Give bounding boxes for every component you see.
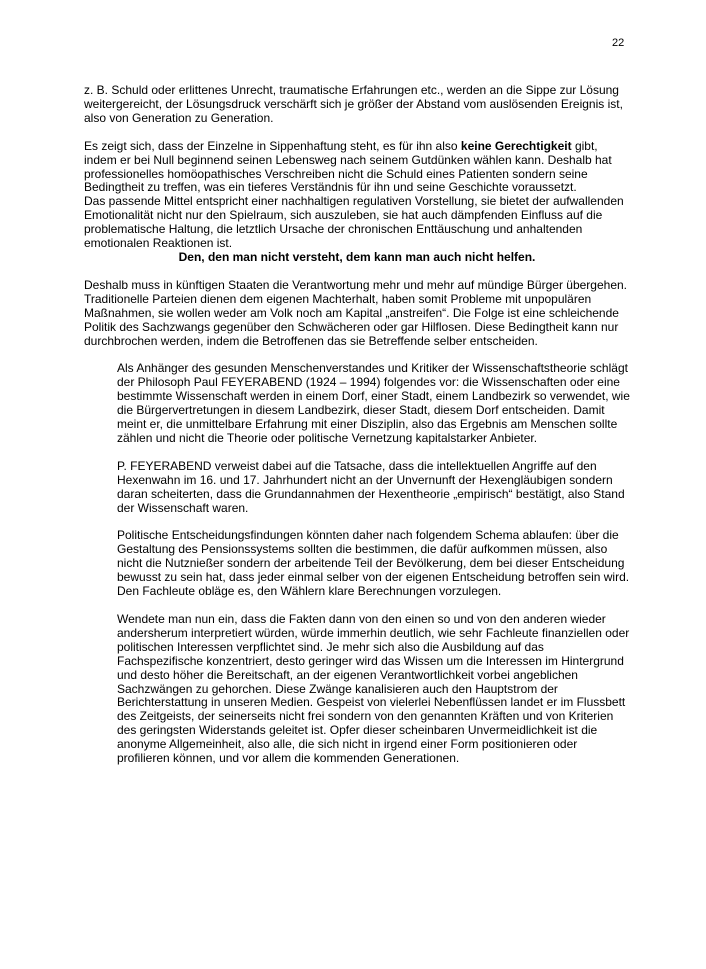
paragraph-4: Deshalb muss in künftigen Staaten die Verantwortung mehr und mehr auf mündige Bürger übergehen. Traditionelle Parteien dienen dem eigenen Machterhalt, haben somit Probleme mit unpopulären Maßnahmen, sie wollen weder am Volk noch am Kapital „anstreifen“. Die Folge ist eine schleichende Politik des Sachzwangs gegenüber den Schwächeren oder gar Hilflosen. Diese Bedingtheit kann nur durchbrochen werden, indem die Betroffenen das sie Betreffende selber entscheiden.: [84, 277, 627, 348]
paragraph-2-bold: keine Gerechtigkeit: [460, 138, 572, 153]
paragraph-2-part-b: gibt, indem er bei Null beginnend seinen Lebensweg nach seinem Gutdünken wählen kann. Deshalb hat professionelles homöopathisches Verschreiben nicht die Schuld eines Patienten sondern seine Bedingtheit zu treffen, was ein tieferes Verständnis für ihn und seine Geschichte voraussetzt.: [84, 138, 612, 195]
paragraph-3: Das passende Mittel entspricht einer nachhaltigen regulativen Vorstellung, sie bietet der aufwallenden Emotionalität nicht nur den Spielraum, sich auszuleben, sie hat auch dämpfenden Einfluss auf die problematische Haltung, die letztlich Ursache der chronischen Enttäuschung und anhaltenden emotionalen Reaktionen ist.: [84, 194, 624, 251]
paragraph-1: z. B. Schuld oder erlittenes Unrecht, traumatische Erfahrungen etc., werden an die Sippe zur Lösung weitergereicht, der Lösungsdruck verschärft sich je größer der Abstand vom auslösenden Ereignis ist, also von Generation zu Generation.: [84, 83, 623, 125]
paragraph-2: [84, 140, 630, 196]
indented-paragraph-4: Wendete man nun ein, dass die Fakten dann von den einen so und von den anderen wieder andersherum interpretiert würden, würde immerhin deutlich, wie sehr Fachleute finanziellen oder politischen Interessen verpflichtet sind. Je mehr sich also die Ausbildung auf das Fachspezifische konzentriert, desto geringer wird das Wissen um die Interessen im Hintergrund und desto höher die Bereitschaft, an der eigenen Verantwortlichkeit vorbei angeblichen Sachzwängen zu gehorchen. Diese Zwänge kanalisieren auch den Hauptstrom der Berichterstattung in unseren Medien. Gespeist von vielerlei Nebenflüssen landet er im Flussbett des Zeitgeists, der seinerseits nicht frei sondern von den genannten Kräften und von Kriterien des geringsten Widerstands geleitet ist. Opfer dieser scheinbaren Unvermeidlichkeit ist die anonyme Allgemeinheit, also alle, die sich nicht in irgend einer Form positionieren oder profilieren können, und vor allem die kommenden Generationen.: [117, 612, 630, 766]
centered-statement: Den, den man nicht versteht, dem kann man auch nicht helfen.: [178, 249, 536, 264]
indented-paragraph-2: P. FEYERABEND verweist dabei auf die Tatsache, dass die intellektuellen Angriffe auf den Hexenwahn im 16. und 17. Jahrhundert nicht an der Unvernunft der Hexengläubigen sondern daran scheiterten, dass die Grundannahmen der Hexentheorie „empirisch“ bestätigt, also Stand der Wissenschaft waren.: [117, 458, 625, 515]
indented-paragraph-1: Als Anhänger des gesunden Menschenverstandes und Kritiker der Wissenschaftstheorie schlägt der Philosoph Paul FEYERABEND (1924 – 1994) folgendes vor: die Wissenschaften oder eine bestimmte Wissenschaft werden in einem Dorf, einer Stadt, einem Landbezirk so verwendet, wie die Bürgervertretungen in diesem Landbezirk, dieser Stadt, diesem Dorf entscheiden. Damit meint er, die unmittelbare Erfahrung mit einer Disziplin, also das Ergebnis am Menschen sollte zählen und nicht die Theorie oder politische Vernetzung kapitalstarker Anbieter.: [117, 361, 630, 445]
document-body: [84, 84, 630, 780]
paragraph-2-part-a: Es zeigt sich, dass der Einzelne in Sippenhaftung steht, es für ihn also: [84, 138, 461, 153]
indented-paragraph-3: Politische Entscheidungsfindungen könnten daher nach folgendem Schema ablaufen: über die Gestaltung des Pensionssystems sollten die bestimmen, die dafür aufkommen müssen, also nicht die Nutznießer sondern der arbeitende Teil der Bevölkerung, dem bei dieser Entscheidung bewusst zu sein hat, dass jeder einmal selber von der eigenen Entscheidung betroffen sein wird. Den Fachleute obläge es, den Wählern klare Berechnungen vorzulegen.: [117, 528, 630, 599]
indented-section: [84, 362, 630, 766]
page-number: 22: [612, 37, 625, 49]
